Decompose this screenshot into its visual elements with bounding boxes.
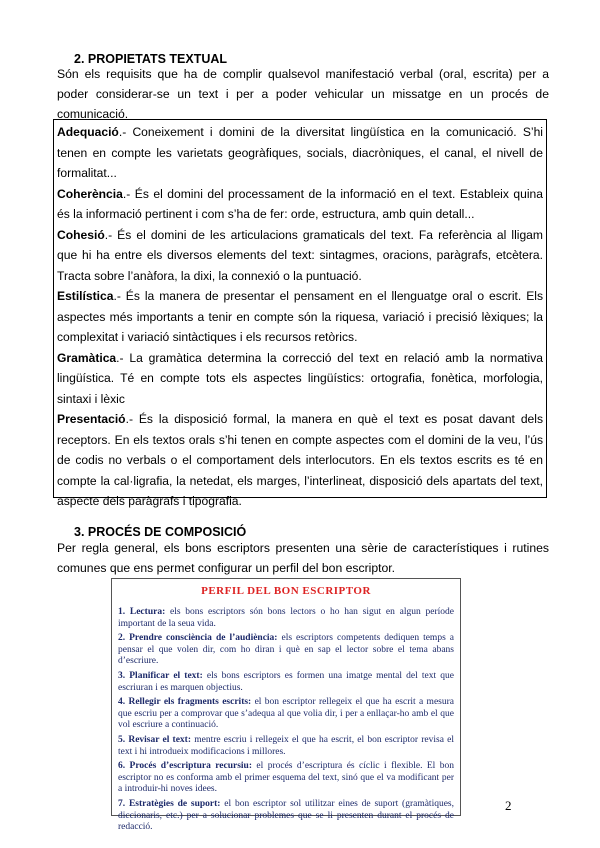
property-definition: .- És el domini de les articulacions gramaticals del text. Fa referència al lligam que hi ha entre els diversos elements del text: sintagmes, oracions, paràgrafs, etcètera. Tracta sobre l’anàfora, la dixi, la connexió o la puntuació. — [57, 227, 543, 283]
profile-item-text: els bons escriptors són bons lectors o ho han sigut en algun període important de la seua vida. — [118, 607, 454, 629]
section-2-intro: Són els requisits que ha de complir qualsevol manifestació verbal (oral, escrita) per a poder considerar-se un text i per a poder vehicular un missatge en un procés de comunicació. — [57, 67, 549, 121]
profile-item-text: el bon escriptor sol utilitzar eines de suport (gramàtiques, diccionaris, etc.) per a solucionar problemes que se li presenten durant el procés de redacció. — [118, 798, 454, 833]
section-3-heading: 3. PROCÉS DE COMPOSICIÓ — [74, 525, 247, 539]
profile-item — [118, 607, 454, 630]
profile-item-term: 1. Lectura: — [118, 607, 166, 617]
profile-title: PERFIL DEL BON ESCRIPTOR — [201, 585, 371, 597]
property-adequacio — [57, 122, 543, 184]
profile-item — [118, 633, 454, 668]
property-term: Estilística — [57, 289, 114, 303]
profile-item-term: 6. Procés d’escriptura recursiu: — [118, 761, 252, 772]
profile-item-term: 4. Rellegir els fragments escrits: — [118, 697, 252, 708]
text-properties-box — [53, 119, 547, 508]
property-term: Cohesió — [57, 227, 105, 242]
profile-item-term: 7. Estratègies de suport: — [118, 798, 221, 809]
section-2-heading: 2. PROPIETATS TEXTUAL — [74, 52, 228, 66]
property-definition: .- És la disposició formal, la manera en què el text es posat davant dels receptors. En els textos orals s’hi tenen en compte aspectes com el domini de la veu, l’ús de codis no verbals o el comportament dels interlocutors. En els textos escrits es té en compte la cal·ligrafia, la netedat, els marges, l’interlineat, disposició dels apartats del text, aspecte dels paràgrafs i tipografia. — [57, 412, 543, 508]
section-3-intro: Per regla general, els bons escriptors presenten una sèrie de característiques i rutines comunes que ens permet configurar un perfil del bon escriptor. — [57, 541, 549, 575]
profile-item-text: el procés d’escriptura és cíclic i flexible. El bon escriptor no es conforma amb el primer esquema del text, sinó que el va modificant per a introduir-hi noves idees. — [118, 761, 454, 795]
property-estilistica — [57, 286, 543, 348]
property-presentacio — [57, 409, 543, 512]
profile-item-text: els bons escriptors es formen una imatge mental del text que escriuran i es marquen objectius. — [118, 670, 454, 693]
profile-item-text: els escriptors competents dediquen temps a pensar el que volen dir, com ho diran i què en sap el lector sobre el tema abans d’escriure. — [118, 633, 454, 667]
property-term: Gramàtica — [57, 350, 117, 365]
profile-item-text: mentre escriu i rellegeix el que ha escrit, el bon escriptor revisa el text i hi introdueix modificacions i millores. — [118, 734, 454, 757]
property-definition: .- Coneixement i domini de la diversitat lingüística en la comunicació. S’hi tenen en compte les varietats geogràfiques, socials, diacròniques, el canal, el nivell de formalitat... — [57, 125, 543, 180]
property-coherencia — [57, 184, 543, 225]
profile-item-term: 2. Prendre consciència de l’audiència: — [118, 633, 278, 644]
property-term: Presentació — [57, 412, 126, 426]
profile-item-term: 5. Revisar el text: — [118, 734, 192, 745]
profile-item — [118, 735, 454, 758]
property-definition: .- La gramàtica determina la correcció del text en relació amb la normativa lingüística. Té en compte tots els aspectes lingüístics: ortografia, fonètica, morfologia, sintaxi i lèxic — [57, 350, 543, 406]
profile-item-term: 3. Planificar el text: — [118, 670, 203, 681]
writer-profile-figure — [111, 578, 461, 833]
property-cohesio — [57, 225, 543, 287]
profile-item — [118, 671, 454, 694]
property-gramatica — [57, 348, 543, 410]
property-definition: .- És la manera de presentar el pensament en el llenguatge oral o escrit. Els aspectes més importants a tenir en compte són la riquesa, variació i precisió lèxiques; la complexitat i variació sintàctiques i els recursos retòrics. — [57, 289, 543, 344]
profile-item — [118, 697, 454, 732]
profile-item — [118, 799, 454, 834]
property-term: Adequació — [57, 125, 119, 139]
profile-item-text: el bon escriptor rellegeix el que ha escrit a mesura que escriu per a comprovar que s’adequa al que volia dir, i per a enllaçar-ho amb el que vol escriure a continuació. — [118, 697, 454, 731]
page-number: 2 — [505, 798, 512, 813]
property-definition: .- És el domini del processament de la informació en el text. Estableix quina és la informació pertinent i com s’ha de fer: orde, estructura, amb quin detall... — [57, 186, 543, 221]
property-term: Coherència — [57, 186, 123, 201]
profile-item — [118, 761, 454, 796]
